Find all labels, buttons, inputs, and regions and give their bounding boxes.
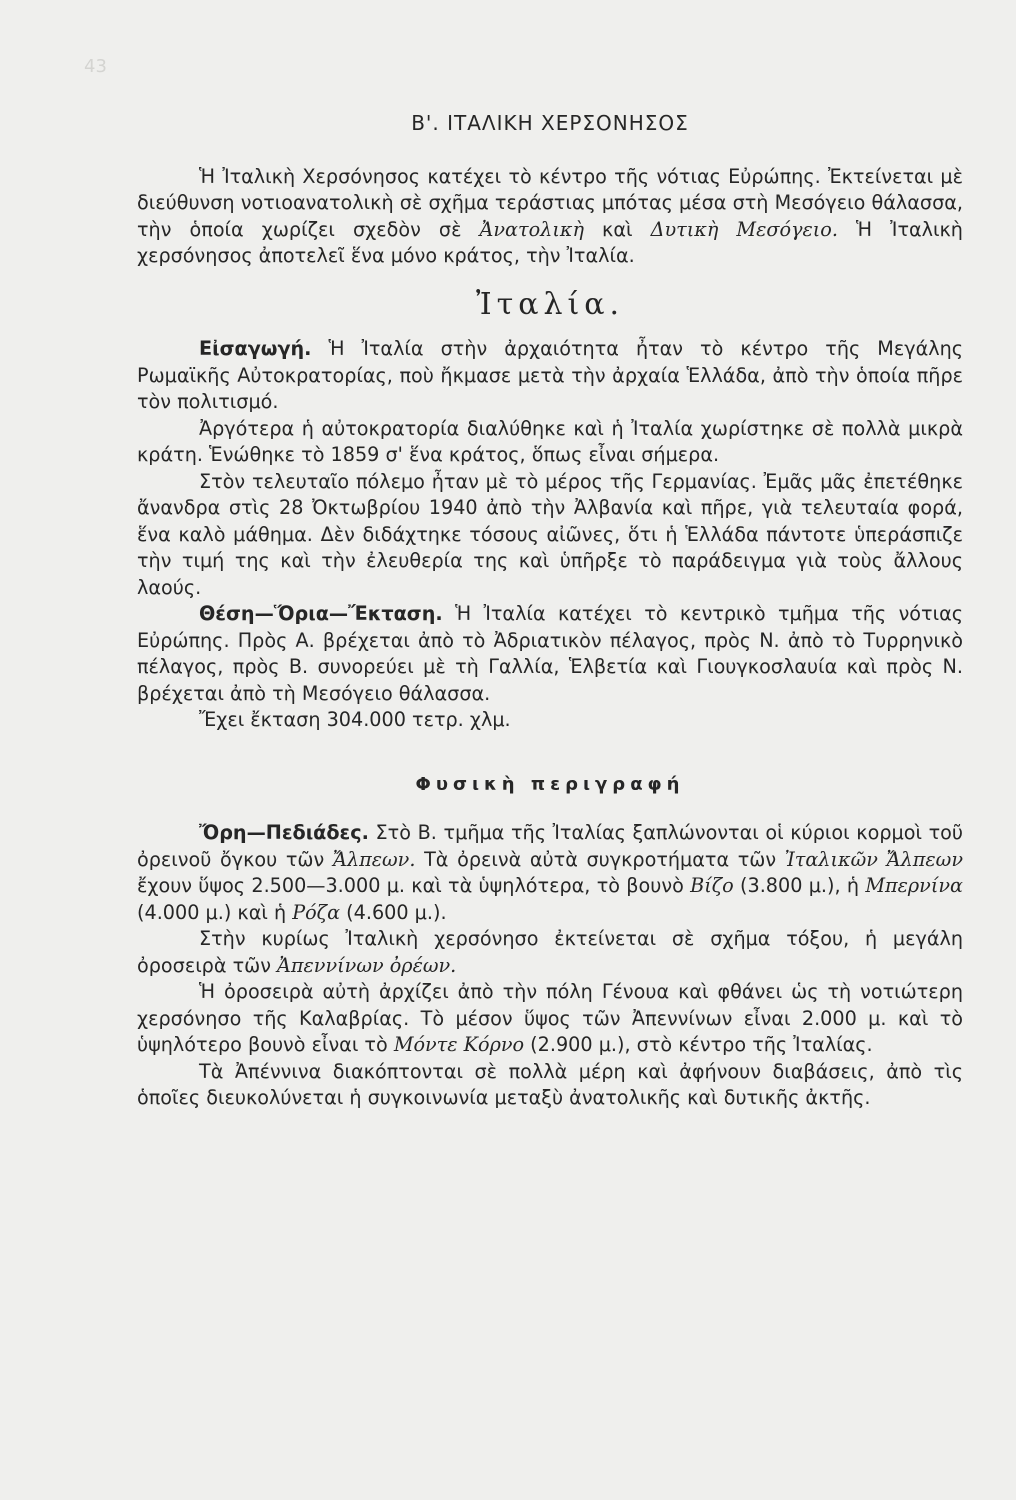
area-paragraph: Ἔχει ἔκταση 304.000 τετρ. χλμ. [199,708,511,731]
position-paragraph: Θέση—Ὅρια—Ἔκταση. Ἡ Ἰταλία κατέχει τὸ κεντρικὸ τμῆμα τῆς νότιας Εὐρώπης. Πρὸς Α. βρέχεται ἀπὸ τὸ Ἀδριατικὸν πέλαγος, πρὸς Ν. ἀπὸ τὸ Τυρρηνικὸ πέλαγος, πρὸς Β. συνορεύει μὲ τὴ Γαλλία, Ἑλβετία καὶ Γιουγκοσλαυία καὶ πρὸς Ν. βρέχεται ἀπὸ τὴ Μεσόγειο θάλασσα. [137,602,963,705]
physical-description-heading: Φυσικὴ περιγραφή [415,773,685,795]
mountains-paragraph: Ὄρη—Πεδιάδες. Στὸ Β. τμῆμα τῆς Ἰταλίας ξαπλώνονται οἱ κύριοι κορμοὶ τοῦ ὀρεινοῦ ὄγκου τῶν Ἄλπεων. Τὰ ὀρεινὰ αὐτὰ συγκροτήματα τῶν Ἰταλικῶν Ἄλπεων ἔχουν ὕψος 2.500—3.000 μ. καὶ τὰ ὑψηλότερα, τὸ βουνὸ Βίζο (3.800 μ.), ἡ Μπερνίνα (4.000 μ.) καὶ ἡ Ρόζα (4.600 μ.). [137,821,963,924]
apennines-paragraph-3: Τὰ Ἀπέννινα διακόπτονται σὲ πολλὰ μέρη καὶ ἀφήνουν διαβάσεις, ἀπὸ τὶς ὁποῖες διευκολύνεται ἡ συγκοινωνία μεταξὺ ἀνατολικῆς καὶ δυτικῆς ἀκτῆς. [137,1059,963,1109]
intro-paragraph: Ἡ Ἰταλικὴ Χερσόνησος κατέχει τὸ κέντρο τῆς νότιας Εὐρώπης. Ἐκτείνεται μὲ διεύθυνση νοτιοανατολικὴ σὲ σχῆμα τεράστιας μπότας μέσα στὴ Μεσόγειο θάλασσα, τὴν ὁποία χωρίζει σχεδὸν σὲ Ἀνατολικὴ καὶ Δυτικὴ Μεσόγειο. Ἡ Ἰταλικὴ χερσόνησος ἀποτελεῖ ἕνα μόνο κράτος, τὴν Ἰταλία. [137,164,963,267]
country-heading: Ἰταλία. [475,286,625,322]
text-body [137,110,963,1112]
faded-page-number: 43 [84,56,107,77]
introduction-paragraph-1: Εἰσαγωγή. Ἡ Ἰταλία στὴν ἀρχαιότητα ἦταν τὸ κέντρο τῆς Μεγάλης Ρωμαϊκῆς Αὐτοκρατορίας, ποὺ ἤκμασε μετὰ τὴν ἀρχαία Ἑλλάδα, ἀπὸ τὴν ὁποία πῆρε τὸν πολιτισμό. [137,337,963,413]
introduction-paragraph-3: Στὸν τελευταῖο πόλεμο ἦταν μὲ τὸ μέρος τῆς Γερμανίας. Ἐμᾶς μᾶς ἐπετέθηκε ἄνανδρα στὶς 28 Ὀκτωβρίου 1940 ἀπὸ τὴν Ἀλβανία καὶ πῆρε, γιὰ τελευταία φορά, ἕνα καλὸ μάθημα. Δὲν διδάχτηκε τόσους αἰῶνες, ὅτι ἡ Ἑλλάδα πάντοτε ὑπεράσπιζε τὴν τιμή της καὶ τὴν ἐλευθερία της καὶ ὑπῆρξε τὸ παράδειγμα γιὰ τοὺς ἄλλους λαούς. [137,469,963,599]
apennines-paragraph-2: Ἡ ὀροσειρὰ αὐτὴ ἀρχίζει ἀπὸ τὴν πόλη Γένουα καὶ φθάνει ὡς τὴ νοτιώτερη χερσόνησο τῆς Καλαβρίας. Τὸ μέσον ὕψος τῶν Ἀπεννίνων εἶναι 2.000 μ. καὶ τὸ ὑψηλότερο βουνὸ εἶναι τὸ Μόντε Κόρνο (2.900 μ.), στὸ κέντρο τῆς Ἰταλίας. [137,980,963,1056]
introduction-paragraph-2: Ἀργότερα ἡ αὐτοκρατορία διαλύθηκε καὶ ἡ Ἰταλία χωρίστηκε σὲ πολλὰ μικρὰ κράτη. Ἑνώθηκε τὸ 1859 σ' ἕνα κράτος, ὅπως εἶναι σήμερα. [137,416,963,466]
section-title: Β'. ΙΤΑΛΙΚΗ ΧΕΡΣΟΝΗΣΟΣ [411,111,689,135]
apennines-paragraph-1: Στὴν κυρίως Ἰταλικὴ χερσόνησο ἐκτείνεται σὲ σχῆμα τόξου, ἡ μεγάλη ὀροσειρὰ τῶν Ἀπεννίνων ὀρέων. [137,927,963,977]
